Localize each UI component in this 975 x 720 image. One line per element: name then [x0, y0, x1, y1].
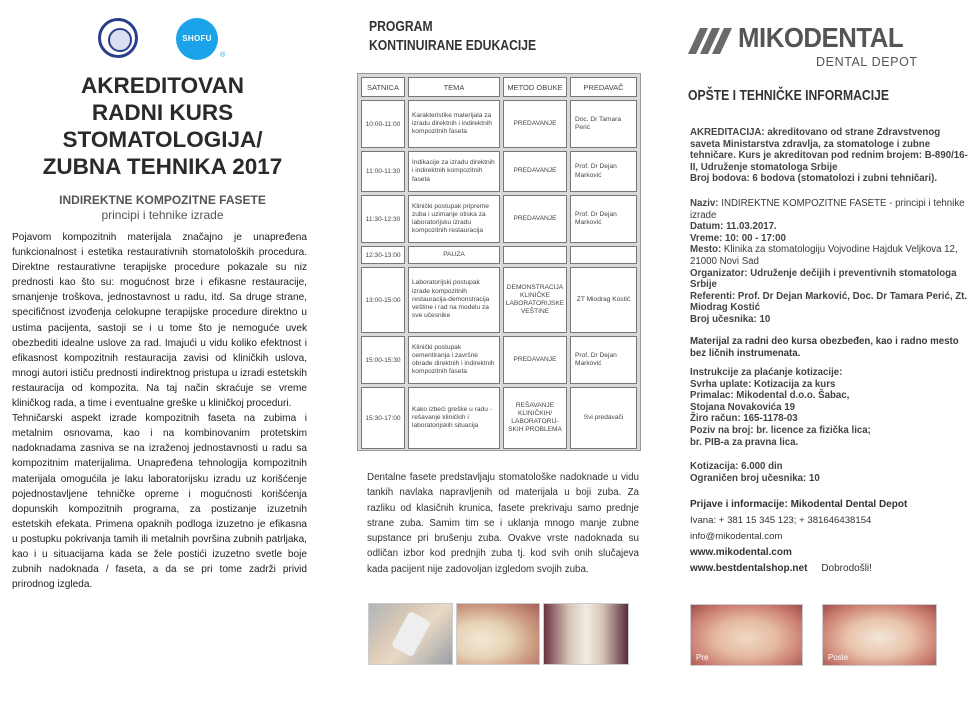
- time-cell: 13:00-15:00: [361, 267, 405, 333]
- fee-info: [690, 461, 972, 484]
- materials-note: Materijal za radni deo kursa obezbeđen, kao i radno mesto bez ličnih instrumenata.: [690, 336, 959, 359]
- middle-panel: [325, 0, 650, 720]
- time-label: Vreme:: [690, 232, 723, 244]
- paragraph: Tehničarski aspekt izrade kompozitnih faseta na zubima i metalnim osnovama, kao i na kombinovanim protetskim nadoknadama zasniva se na izraženoj jednostavnosti u radu sa kompozitnim materijalima. Unapređena tehnologija kompozitnih materijala omogućila je laku laboratorijsku izradu uz korišćenje pojednostavljene tehničke opreme i mogućnosti korišćenja dopunskih kompozitnih programa, za postizanje izuzetnih estetskih efekata. Primena opaknih podloga izuzetno je efikasna u postupku pokrivanja tamih ili metalnih površina zubnih patrljaka, kao i u situacijama kada se žele postići izuzetno svetle boje zubnih nadoknada / faseta, a da se pri tome zadrži privid prirodnog izgleda.: [12, 413, 307, 591]
- method-cell: PREDAVANJE: [503, 100, 567, 148]
- table-row: [361, 336, 637, 384]
- fee-line: Ograničen broj učesnika: 10: [690, 472, 820, 484]
- payment-line: Svrha uplate: Kotizacija za kurs: [690, 378, 836, 390]
- place-label: Mesto:: [690, 244, 722, 256]
- contact-info: [690, 497, 972, 577]
- intro-text: [12, 230, 307, 592]
- lecturer-cell: Prof. Dr Dejan Marković: [570, 336, 637, 384]
- program-title-line: KONTINUIRANE EDUKACIJE: [369, 38, 537, 54]
- title-line: AKREDITOVAN: [81, 73, 244, 98]
- table-row: [361, 100, 637, 148]
- column-header: TEMA: [408, 77, 500, 97]
- website-link[interactable]: www.mikodental.com: [690, 547, 792, 559]
- place-value: Klinika za stomatologiju Vojvodine Hajduk Veljkova 12, 21000 Novi Sad: [690, 244, 958, 267]
- date-value: 11.03.2017.: [726, 221, 777, 233]
- title-line: ZUBNA TEHNIKA 2017: [42, 154, 283, 179]
- method-cell: PREDAVANJE: [503, 195, 567, 243]
- course-title: [20, 72, 305, 180]
- program-title: [369, 18, 536, 56]
- contact-email[interactable]: info@mikodental.com: [690, 531, 783, 543]
- society-seal-logo: [98, 18, 138, 58]
- topic-cell: PAUZA: [408, 246, 500, 264]
- table-row: [361, 267, 637, 333]
- points-text: Broj bodova: 6 bodova (stomatolozi i zubni tehničari).: [690, 173, 938, 185]
- title-line: RADNI KURS: [91, 100, 234, 125]
- column-header: SATNICA: [361, 77, 405, 97]
- topic-cell: Indikacije za izradu direktnih i indirektnih kompozitnih faseta: [408, 151, 500, 192]
- lecturer-cell: Prof. Dr Dejan Marković: [570, 151, 637, 192]
- paragraph: Pojavom kompozitnih materijala značajno je unapređena funkcionalnost i estetika restaurativnih stomatoloških procedura. Direktne restaurativne terapijske procedure pokazale su niz prednosti kao što su: mogućnost brze i efikasne restauracije, smanjenje troškova, jednostavnost u radu, itd. Sa druge strane, specifičnost izvođenja celokupne terapijske procedure direktno u ustima pacijenta, sastoji se i u tome što je nemoguće uvek obezbediti idealne uslove za rad. Imajući u vidu koliko efektnost i efikasnost kompozitnih restauracija zavisi od kliničkih uslova, mnogi autori ističu prednosti indirektnog pristupa u izradi estetskih restauracija od kompozita. Na taj način skraćuje se vreme kliničkog rada, a time i eventualne greške u kliničkoj proceduri.: [12, 232, 307, 410]
- course-details: [690, 198, 972, 326]
- organizer-value: Udruženje dečijih i preventivnih stomatologa Srbije: [690, 267, 957, 291]
- lecturer-cell: ZT Miodrag Kostić: [570, 267, 637, 333]
- topic-cell: Kako izbeći greške u radu - rešavanje kliničkih i laboratorijskih situacija: [408, 387, 500, 449]
- course-subtitle-2: principi i tehnike izrade: [101, 208, 224, 222]
- program-title-line: PROGRAM: [369, 19, 433, 35]
- course-subtitle: INDIREKTNE KOMPOZITNE FASETE: [59, 193, 266, 207]
- title-line: STOMATOLOGIJA/: [62, 127, 263, 152]
- payment-line: Instrukcije za plaćanje kotizacije:: [690, 367, 843, 378]
- method-cell: REŠAVANJE KLINIČKIH/ LABORATORIJ-SKIH PROBLEMA: [503, 387, 567, 449]
- accreditation-label: AKREDITACIJA:: [690, 127, 765, 138]
- table-row: [361, 151, 637, 192]
- right-panel: [650, 0, 975, 720]
- contact-phones: Ivana: + 381 15 345 123; + 381646438154: [690, 515, 872, 527]
- lecturers-value: Prof. Dr Dejan Marković, Doc. Dr Tamara Perić, Zt. Miodrag Kostić: [690, 290, 968, 314]
- participants-value: 10: [759, 313, 771, 325]
- time-cell: 10:00-11:00: [361, 100, 405, 148]
- name-value: INDIREKTNE KOMPOZITNE FASETE - principi i tehnike izrade: [690, 198, 965, 221]
- date-label: Datum:: [690, 221, 724, 233]
- method-cell: PREDAVANJE: [503, 151, 567, 192]
- table-header-row: [361, 77, 637, 97]
- time-cell: 15:30-17:00: [361, 387, 405, 449]
- info-title: OPŠTE I TEHNIČKE INFORMACIJE: [688, 88, 889, 104]
- payment-line: Stojana Novakovića 19: [690, 401, 795, 413]
- time-cell: 12:30-13:00: [361, 246, 405, 264]
- brand-subtitle: DENTAL DEPOT: [816, 55, 918, 69]
- payment-line: Poziv na broj: br. licence za fizička lica;: [690, 424, 871, 436]
- after-photo: [822, 604, 937, 666]
- accreditation-block: [690, 127, 972, 185]
- before-label: Pre: [696, 653, 709, 662]
- topic-cell: Klinički postupak pripreme zuba i uzimanje otiska za laboratorijsku izradu kompozitnih restauracija: [408, 195, 500, 243]
- participants-label: Broj učesnika:: [690, 313, 757, 325]
- shofu-logo: SHOFU: [176, 18, 218, 60]
- lab-photo: [368, 603, 453, 665]
- time-cell: 11:00-11:30: [361, 151, 405, 192]
- brand-name: MIKODENTAL: [738, 22, 904, 53]
- lecturer-cell: Prof. Dr Dejan Marković: [570, 195, 637, 243]
- fee-line: Kotizacija: 6.000 din: [690, 461, 783, 472]
- method-cell: DEMONSTRACIJA KLINIČKE LABORATORIJSKE VEŠTINE: [503, 267, 567, 333]
- contact-title: Prijave i informacije: Mikodental Dental Depot: [690, 499, 908, 510]
- schedule-table: [357, 73, 641, 451]
- payment-line: Žiro račun: 165-1178-03: [690, 413, 798, 425]
- veneers-photo: [543, 603, 629, 665]
- lecturer-cell: [570, 246, 637, 264]
- shop-link[interactable]: www.bestdentalshop.net: [690, 563, 808, 575]
- welcome-text: Dobrodošli!: [821, 563, 872, 575]
- topic-cell: Laboratorijski postupak izrade kompozitnih restauracija-demonstracija veštine i rad na modelu za sve učesnike: [408, 267, 500, 333]
- logos: [98, 18, 238, 62]
- table-row: [361, 195, 637, 243]
- registered-icon: ®: [220, 52, 226, 59]
- time-cell: 15:00-15:30: [361, 336, 405, 384]
- column-header: PREDAVAČ: [570, 77, 637, 97]
- organizer-label: Organizator:: [690, 267, 748, 279]
- lecturer-cell: Svi predavači: [570, 387, 637, 449]
- topic-cell: Klinički postupak cementiranja i završne obrade direktnih i indirektnih kompozitnih faseta: [408, 336, 500, 384]
- table-row: [361, 246, 637, 264]
- payment-line: br. PIB-a za pravna lica.: [690, 436, 799, 448]
- payment-line: Primalac: Mikodental d.o.o. Šabac,: [690, 390, 850, 402]
- column-header: METOD OBUKE: [503, 77, 567, 97]
- topic-cell: Karakteristike materijala za izradu direktnih i indirektnih kompozitnih faseta: [408, 100, 500, 148]
- after-label: Posle: [828, 653, 849, 662]
- accreditation-text: akreditovano od strane Zdravstvenog saveta Ministarstva zdravlja, za stomatologe i zubne tehničare. Kurs je akreditovan pod rednim brojem: B-890/16-II, Udruženje stomatologa Srbije: [690, 127, 968, 173]
- name-label: Naziv:: [690, 198, 719, 209]
- left-panel: [0, 0, 325, 720]
- veneers-description: Dentalne fasete predstavljaju stomatološke nadoknade u vidu tankih navlaka napravljenih od materijala u boji zuba. Za razliku od klasičnih krunica, fasete prekrivaju samo prednje strane zuba. Samim tim se i uklanja mnogo manje zubne supstance pri brušenju zuba. Ovakve vrste nadoknada su odličan izbor kod prednjih zuba tj. kod svih onih slučajeva kada pacijent nije zadovoljan izgledom svojih zuba.: [367, 472, 639, 575]
- method-cell: [503, 246, 567, 264]
- time-value: 10: 00 - 17:00: [725, 232, 786, 244]
- lecturer-cell: Doc. Dr Tamara Perić: [570, 100, 637, 148]
- teeth-photo: [456, 603, 540, 665]
- lecturers-label: Referenti:: [690, 290, 736, 302]
- mikodental-logo-icon: [688, 28, 734, 54]
- before-photo: [690, 604, 803, 666]
- table-row: [361, 387, 637, 449]
- method-cell: PREDAVANJE: [503, 336, 567, 384]
- time-cell: 11:30-12:30: [361, 195, 405, 243]
- payment-instructions: [690, 367, 972, 448]
